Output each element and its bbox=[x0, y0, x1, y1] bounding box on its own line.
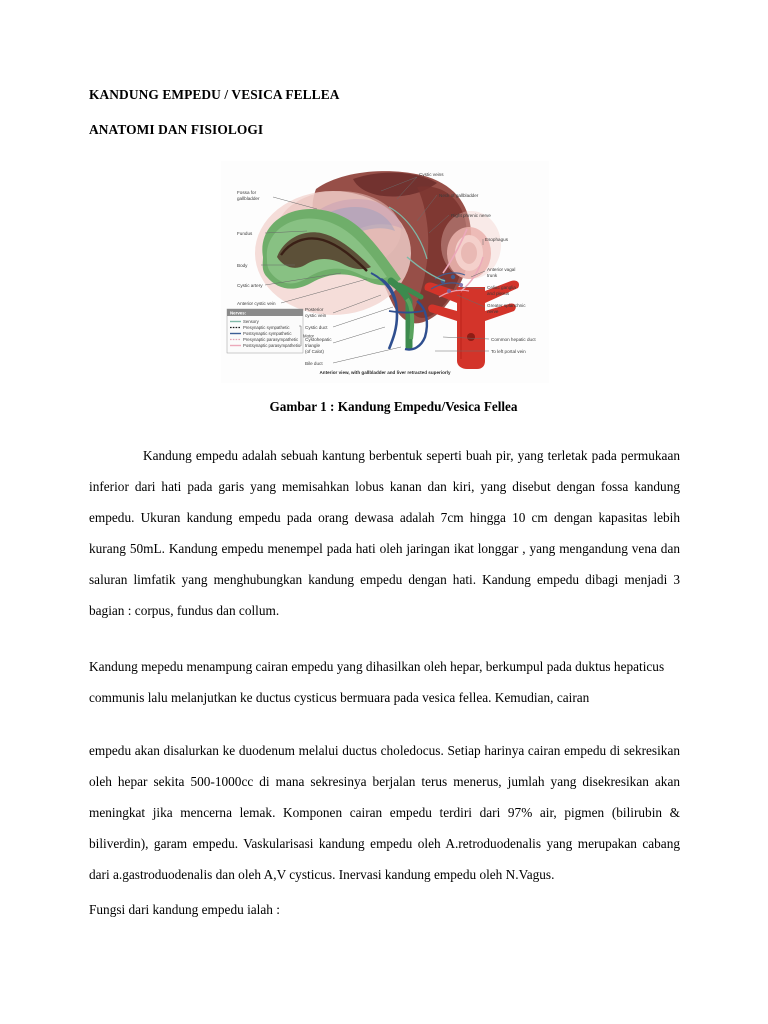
ganglion-node-3 bbox=[447, 289, 451, 293]
label-celiac-ganglia-l1: Celiac ganglia bbox=[486, 284, 516, 290]
label-body: Body bbox=[236, 262, 247, 268]
aorta-ostium bbox=[467, 333, 475, 341]
label-posterior-cystic-vein-l1: Posterior bbox=[304, 306, 323, 312]
paragraph-fungsi-penampungan: Kandung mepedu menampung cairan empedu yang dihasilkan oleh hepar, berkumpul pada duktus hepaticus communis lalu melanjutkan ke ductus cysticus bermuara pada vesica fellea. Kemudian, cairan bbox=[89, 658, 665, 705]
label-anterior-vagal-l2: trunk bbox=[486, 272, 497, 278]
nerves-legend bbox=[227, 309, 315, 353]
label-cystohepatic-l2: triangle bbox=[304, 342, 320, 348]
page-title: KANDUNG EMPEDU / VESICA FELLEA bbox=[89, 87, 340, 102]
label-greater-splanchnic-l2: nerve bbox=[486, 308, 498, 314]
figure-bottom-caption: Anterior view, with gallbladder and liver retracted superiorly bbox=[318, 369, 451, 375]
label-fossa-line1: Fossa for bbox=[236, 189, 256, 195]
ganglion-node-4 bbox=[459, 283, 463, 287]
label-cystic-duct: Cystic duct bbox=[304, 324, 327, 330]
legend-label-presynaptic-parasympathetic: Presynaptic parasympathetic bbox=[242, 336, 298, 342]
label-cystohepatic-l1: Cystohepatic bbox=[304, 336, 332, 342]
legend-label-postsynaptic-parasympathetic: Postsynaptic parasympathetic bbox=[242, 342, 300, 348]
label-right-phrenic-nerve: Right phrenic nerve bbox=[450, 212, 491, 218]
label-esophagus: Esophagus bbox=[484, 236, 508, 242]
label-posterior-cystic-vein-l2: cystic vein bbox=[304, 312, 326, 318]
label-cystohepatic-l3: (of Calot) bbox=[304, 348, 324, 354]
legend-label-postsynaptic-sympathetic: Postsynaptic sympathetic bbox=[242, 330, 291, 336]
label-anterior-cystic-vein: Anterior cystic vein bbox=[236, 300, 276, 306]
label-common-hepatic-duct: Common hepatic duct bbox=[490, 336, 536, 342]
paragraph-definisi: Kandung empedu adalah sebuah kantung berbentuk seperti buah pir, yang terletak pada permukaan inferior dari hati pada garis yang memisahkan lobus kanan dan kiri, yang disebut dengan fossa kandung empedu. Ukuran kandung empedu pada orang dewasa adalah 7cm hingga 10 cm dengan kapasitas lebih kurang 50mL. Kandung empedu menempel pada hati oleh jaringan ikat longgar , yang mengandung vena dan saluran limfatik yang menghubungkan kandung empedu dengan hati. Kandung empedu dibagi menjadi 3 bagian : corpus, fundus dan collum. bbox=[89, 447, 680, 618]
label-fossa-line2: gallbladder bbox=[236, 195, 259, 201]
figure-caption: Gambar 1 : Kandung Empedu/Vesica Fellea bbox=[269, 398, 518, 414]
label-fundus: Fundus bbox=[236, 230, 252, 236]
gallbladder-anatomy-illustration bbox=[221, 161, 549, 383]
legend-label-sensory: Sensory bbox=[242, 318, 259, 324]
label-cystic-veins: Cystic veins bbox=[418, 171, 444, 177]
label-cystic-artery: Cystic artery bbox=[236, 282, 263, 288]
ganglion-node-2 bbox=[450, 275, 454, 279]
section-heading-anatomi: ANATOMI DAN FISIOLOGI bbox=[89, 122, 264, 138]
label-anterior-vagal-l1: Anterior vagal bbox=[486, 266, 515, 272]
legend-label-motor: Motor bbox=[302, 333, 314, 339]
legend-label-presynaptic-sympathetic: Presynaptic sympathetic bbox=[242, 324, 290, 330]
label-neck-of-gallbladder: Neck of gallbladder bbox=[438, 192, 478, 198]
paragraph-fungsi-intro: Fungsi dari kandung empedu ialah : bbox=[89, 901, 280, 917]
paragraph-sekresi: empedu akan disalurkan ke duodenum melalui ductus choledocus. Setiap harinya cairan empedu di sekresikan oleh hepar sekita 500-1000cc di mana sekresinya berjalan terus menerus, jumlah yang disekresikan akan meningkat jika mencerna lemak. Komponen cairan empedu terdiri dari 97% air, pigmen (bilirubin & biliverdin), garam empedu. Vaskularisasi kandung empedu oleh A.retroduodenalis yang merupakan cabang dari a.gastroduodenalis dan oleh A,V cysticus. Inervasi kandung empedu oleh N.Vagus. bbox=[89, 742, 680, 882]
label-bile-duct: Bile duct bbox=[304, 360, 323, 366]
figure-container bbox=[89, 161, 680, 383]
legend-title: Nerves: bbox=[229, 310, 246, 316]
label-greater-splanchnic-l1: Greater splanchnic bbox=[486, 302, 526, 308]
label-to-left-portal-vein: To left portal vein bbox=[490, 348, 526, 354]
label-celiac-ganglia-l2: and plexus bbox=[486, 290, 509, 296]
